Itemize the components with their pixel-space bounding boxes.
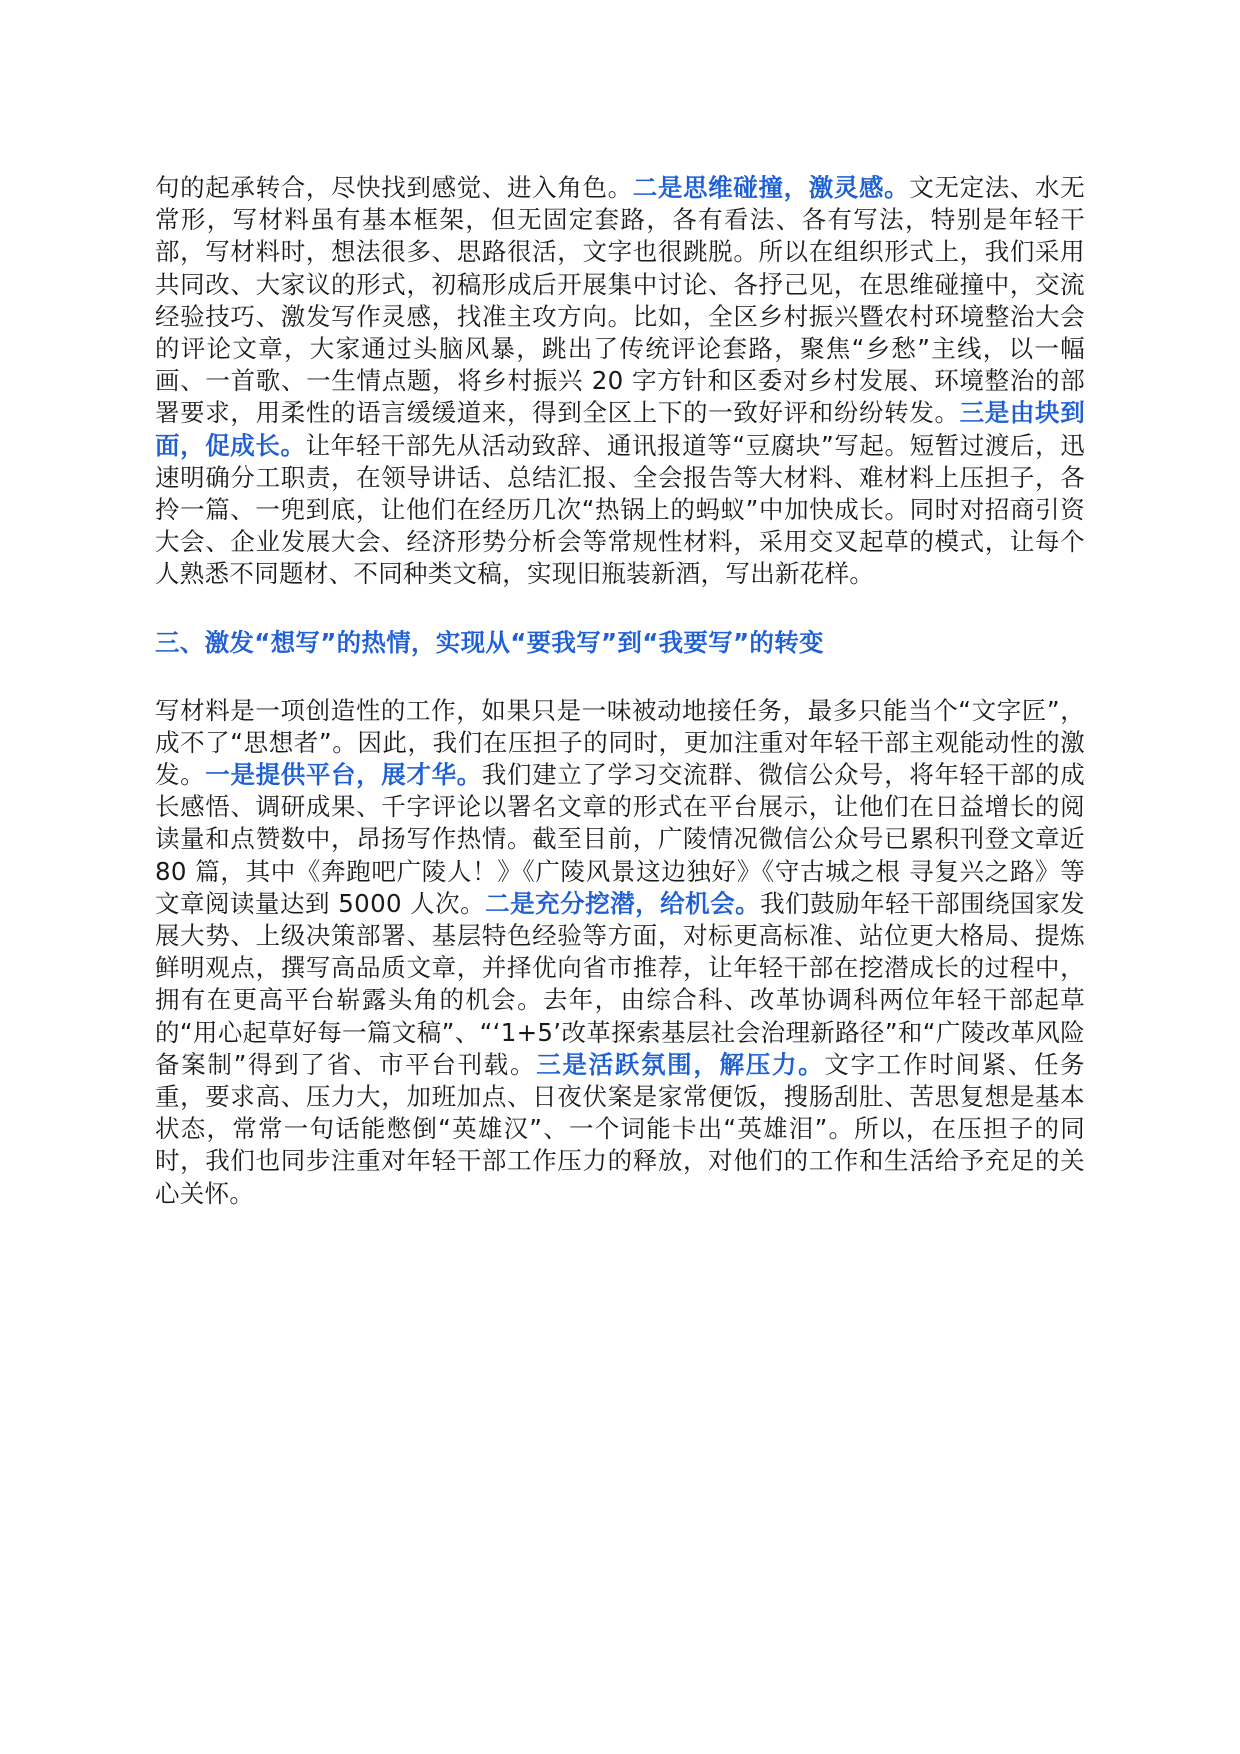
paragraph-1-text: 句的起承转合，尽快找到感觉、进入角色。: [155, 173, 633, 202]
paragraph-2-text: 写材料是一项创造性的工作，如果只是一味被动地接任务，最多只能当个“文字匠”，成不了“思想者”。因此，我们在压担子的同时，更加注重对年轻干部主观能动性的激发。: [155, 695, 1085, 790]
paragraph-1-text: 让年轻干部先从活动致辞、通讯报道等“豆腐块”写起。短暂过渡后，迅速明确分工职责，在领导讲话、总结汇报、全会报告等大材料、难材料上压担子，各拎一篇、一兜到底，让他们在经历几次“热锅上的蚂蚁”中加快成长。同时对招商引资大会、企业发展大会、经济形势分析会等常规性材料，采用交叉起草的模式，让每个人熟悉不同题材、不同种类文稿，实现旧瓶装新酒，写出新花样。: [155, 430, 1085, 589]
paragraph-2-text: 我们建立了学习交流群、微信公众号，将年轻干部的成长感悟、调研成果、千字评论以署名文章的形式在平台展示，让他们在日益增长的阅读量和点赞数中，昂扬写作热情。截至目前，广陵情况微信公众号已累积刊登文章近 80 篇，其中《奔跑吧广陵人！》《广陵风景这边独好》《守古城之根 寻复兴之路》等文章阅读量达到 5000 人次。: [155, 760, 1085, 918]
paragraph-1-highlight-1: 二是思维碰撞，激灵感。: [632, 173, 910, 202]
paragraph-2-text: 我们鼓励年轻干部围绕国家发展大势、上级决策部署、基层特色经验等方面，对标更高标准、站位更大格局、提炼鲜明观点，撰写高品质文章，并择优向省市推荐，让年轻干部在挖潜成长的过程中，拥有在更高平台崭露头角的机会。去年，由综合科、改革协调科两位年轻干部起草的“用心起草好每一篇文稿”、“‘1+5’改革探索基层社会治理新路径”和“广陵改革风险备案制”得到了省、市平台刊载。: [155, 888, 1085, 1079]
paragraph-1-text: 文无定法、水无常形，写材料虽有基本框架，但无固定套路，各有看法、各有写法，特别是年轻干部，写材料时，想法很多、思路很活，文字也很跳脱。所以在组织形式上，我们采用共同改、大家议的形式，初稿形成后开展集中讨论、各抒己见，在思维碰撞中，交流经验技巧、激发写作灵感，找准主攻方向。比如，全区乡村振兴暨农村环境整治大会的评论文章，大家通过头脑风暴，跳出了传统评论套路，聚焦“乡愁”主线，以一幅画、一首歌、一生情点题，将乡村振兴 20 字方针和区委对乡村发展、环境整治的部署要求，用柔性的语言缓缓道来，得到全区上下的一致好评和纷纷转发。: [155, 173, 1085, 428]
body-paragraph-2: [155, 695, 1085, 1210]
section-heading: 三、激发“想写”的热情，实现从“要我写”到“我要写”的转变: [155, 627, 824, 657]
document-page: [155, 172, 1085, 1210]
paragraph-2-highlight-2: 二是充分挖潜，给机会。: [485, 888, 761, 918]
paragraph-1-highlight-2: 三是由块到面，促成长。: [155, 398, 1086, 460]
paragraph-2-text: 文字工作时间紧、任务重，要求高、压力大，加班加点、日夜伏案是家常便饭，搜肠刮肚、苦思复想是基本状态，常常一句话能憋倒“英雄汉”、一个词能卡出“英雄泪”。所以，在压担子的同时，我们也同步注重对年轻干部工作压力的释放，对他们的工作和生活给予充足的关心关怀。: [155, 1049, 1085, 1208]
paragraph-2-highlight-1: 一是提供平台，展才华。: [205, 760, 482, 790]
paragraph-2-highlight-3: 三是活跃氛围，解压力。: [536, 1049, 825, 1079]
body-paragraph-1: [155, 172, 1085, 591]
